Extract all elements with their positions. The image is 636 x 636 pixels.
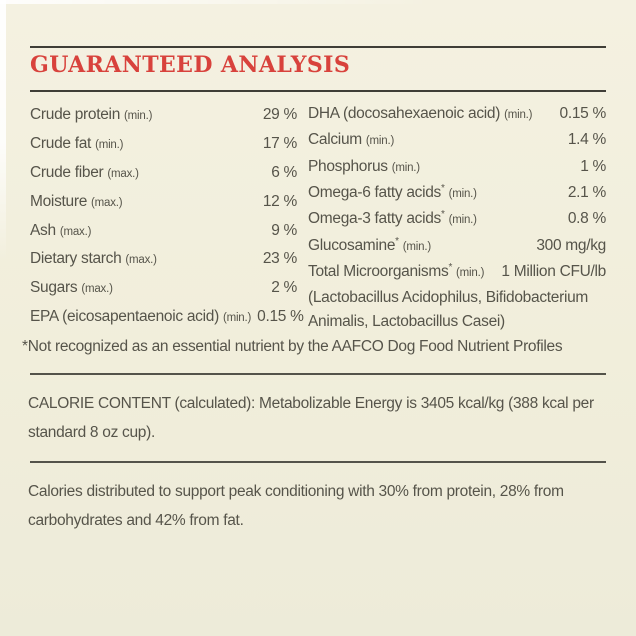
nutrient-label: Omega-6 fatty acids* (min.)	[308, 182, 477, 202]
nutrient-row	[308, 232, 606, 258]
nutrient-value: 23 %	[262, 250, 297, 268]
nutrient-label: Calcium (min.)	[308, 131, 395, 149]
nutrient-label: Moisture (max.)	[30, 192, 123, 210]
nutrient-row	[30, 245, 297, 274]
nutrient-value: 0.15 %	[559, 105, 606, 123]
nutrient-qualifier: (min.)	[448, 214, 477, 227]
aafco-footnote: *Not recognized as an essential nutrient by the AAFCO Dog Food Nutrient Profiles	[22, 338, 563, 355]
nutrient-value: 0.15 %	[257, 307, 304, 325]
nutrient-value: 1 Million CFU/lb	[501, 262, 606, 280]
nutrient-label: DHA (docosahexaenoic acid) (min.)	[308, 105, 533, 123]
nutrient-qualifier: (max.)	[107, 167, 139, 180]
nutrient-label: Ash (max.)	[30, 221, 92, 239]
nutrient-row	[30, 130, 297, 159]
nutrient-value: 2 %	[271, 279, 297, 297]
nutrient-label: Crude protein (min.)	[30, 106, 153, 124]
nutrient-value: 0.8 %	[567, 210, 606, 228]
nutrient-qualifier: (min.)	[365, 135, 395, 148]
nutrient-value: 29 %	[262, 106, 297, 124]
nutrient-label: Total Microorganisms* (min.)	[308, 261, 485, 280]
nutrient-value: 6 %	[271, 163, 297, 181]
nutrient-row	[30, 159, 297, 188]
photo-edge-highlight-top	[0, 0, 430, 4]
nutrient-qualifier: (min.)	[124, 110, 153, 123]
divider-under-title	[30, 90, 606, 92]
nutrient-row	[30, 101, 297, 130]
nutrient-label: Phosphorus (min.)	[308, 157, 420, 175]
nutrient-table	[30, 101, 606, 333]
nutrient-value: 17 %	[262, 135, 297, 153]
nutrient-value: 1.4 %	[567, 131, 606, 149]
calorie-distribution-statement: Calories distributed to support peak conditioning with 30% from protein, 28% from carbohydrates and 42% from fat.	[28, 483, 564, 529]
nutrient-label: Sugars (max.)	[30, 279, 113, 297]
nutrient-qualifier: (min.)	[222, 311, 252, 324]
section-title: GUARANTEED ANALYSIS	[30, 52, 351, 78]
analysis-left-column	[30, 101, 304, 333]
divider-above-calorie-distribution	[30, 461, 606, 463]
nutrient-row	[308, 259, 606, 285]
nutrient-qualifier: (min.)	[456, 266, 485, 279]
nutrient-label: Omega-3 fatty acids* (min.)	[308, 209, 477, 228]
calorie-content-statement: CALORIE CONTENT (calculated): Metabolizable Energy is 3405 kcal/kg (388 kcal per standard 8 oz cup).	[28, 395, 594, 441]
nutrient-row	[308, 127, 606, 153]
nutrient-value: 1 %	[580, 157, 606, 175]
nutrient-row	[308, 180, 606, 206]
nutrient-qualifier: (min.)	[391, 161, 420, 174]
nutrient-row	[308, 154, 606, 180]
photo-edge-highlight-left	[0, 0, 6, 260]
nutrient-value: 9 %	[271, 221, 297, 239]
nutrient-value: 12 %	[262, 192, 297, 210]
nutrient-qualifier: (min.)	[402, 240, 431, 253]
nutrient-label: EPA (eicosapentaenoic acid) (min.)	[30, 307, 252, 325]
nutrient-row	[30, 187, 297, 216]
nutrient-label: Glucosamine* (min.)	[308, 235, 431, 254]
nutrient-row	[30, 216, 297, 245]
footnote-marker: *	[441, 209, 445, 221]
footnote-marker: *	[395, 235, 399, 247]
nutrient-value: 2.1 %	[567, 184, 606, 202]
nutrient-row	[308, 206, 606, 232]
nutrient-label: Crude fiber (max.)	[30, 163, 139, 181]
nutrient-qualifier: (max.)	[91, 196, 123, 209]
footnote-marker: *	[441, 182, 445, 194]
divider-top	[30, 46, 606, 48]
divider-above-calorie-content	[30, 373, 606, 375]
nutrient-qualifier: (max.)	[59, 225, 92, 238]
microorganisms-strains-note: (Lactobacillus Acidophilus, Bifidobacterium Animalis, Lactobacillus Casei)	[308, 289, 589, 330]
nutrient-row	[30, 303, 304, 332]
footnote-marker: *	[448, 261, 453, 273]
nutrient-qualifier: (max.)	[125, 254, 157, 267]
nutrient-row	[30, 274, 297, 303]
nutrient-qualifier: (max.)	[81, 283, 113, 296]
analysis-right-column	[308, 101, 606, 333]
nutrient-qualifier: (min.)	[504, 109, 533, 122]
nutrient-qualifier: (min.)	[448, 188, 477, 201]
nutrient-label: Crude fat (min.)	[30, 135, 124, 153]
nutrient-value: 300 mg/kg	[536, 236, 606, 254]
nutrient-qualifier: (min.)	[95, 139, 124, 152]
nutrient-row	[308, 101, 606, 127]
nutrient-label: Dietary starch (max.)	[30, 250, 157, 268]
